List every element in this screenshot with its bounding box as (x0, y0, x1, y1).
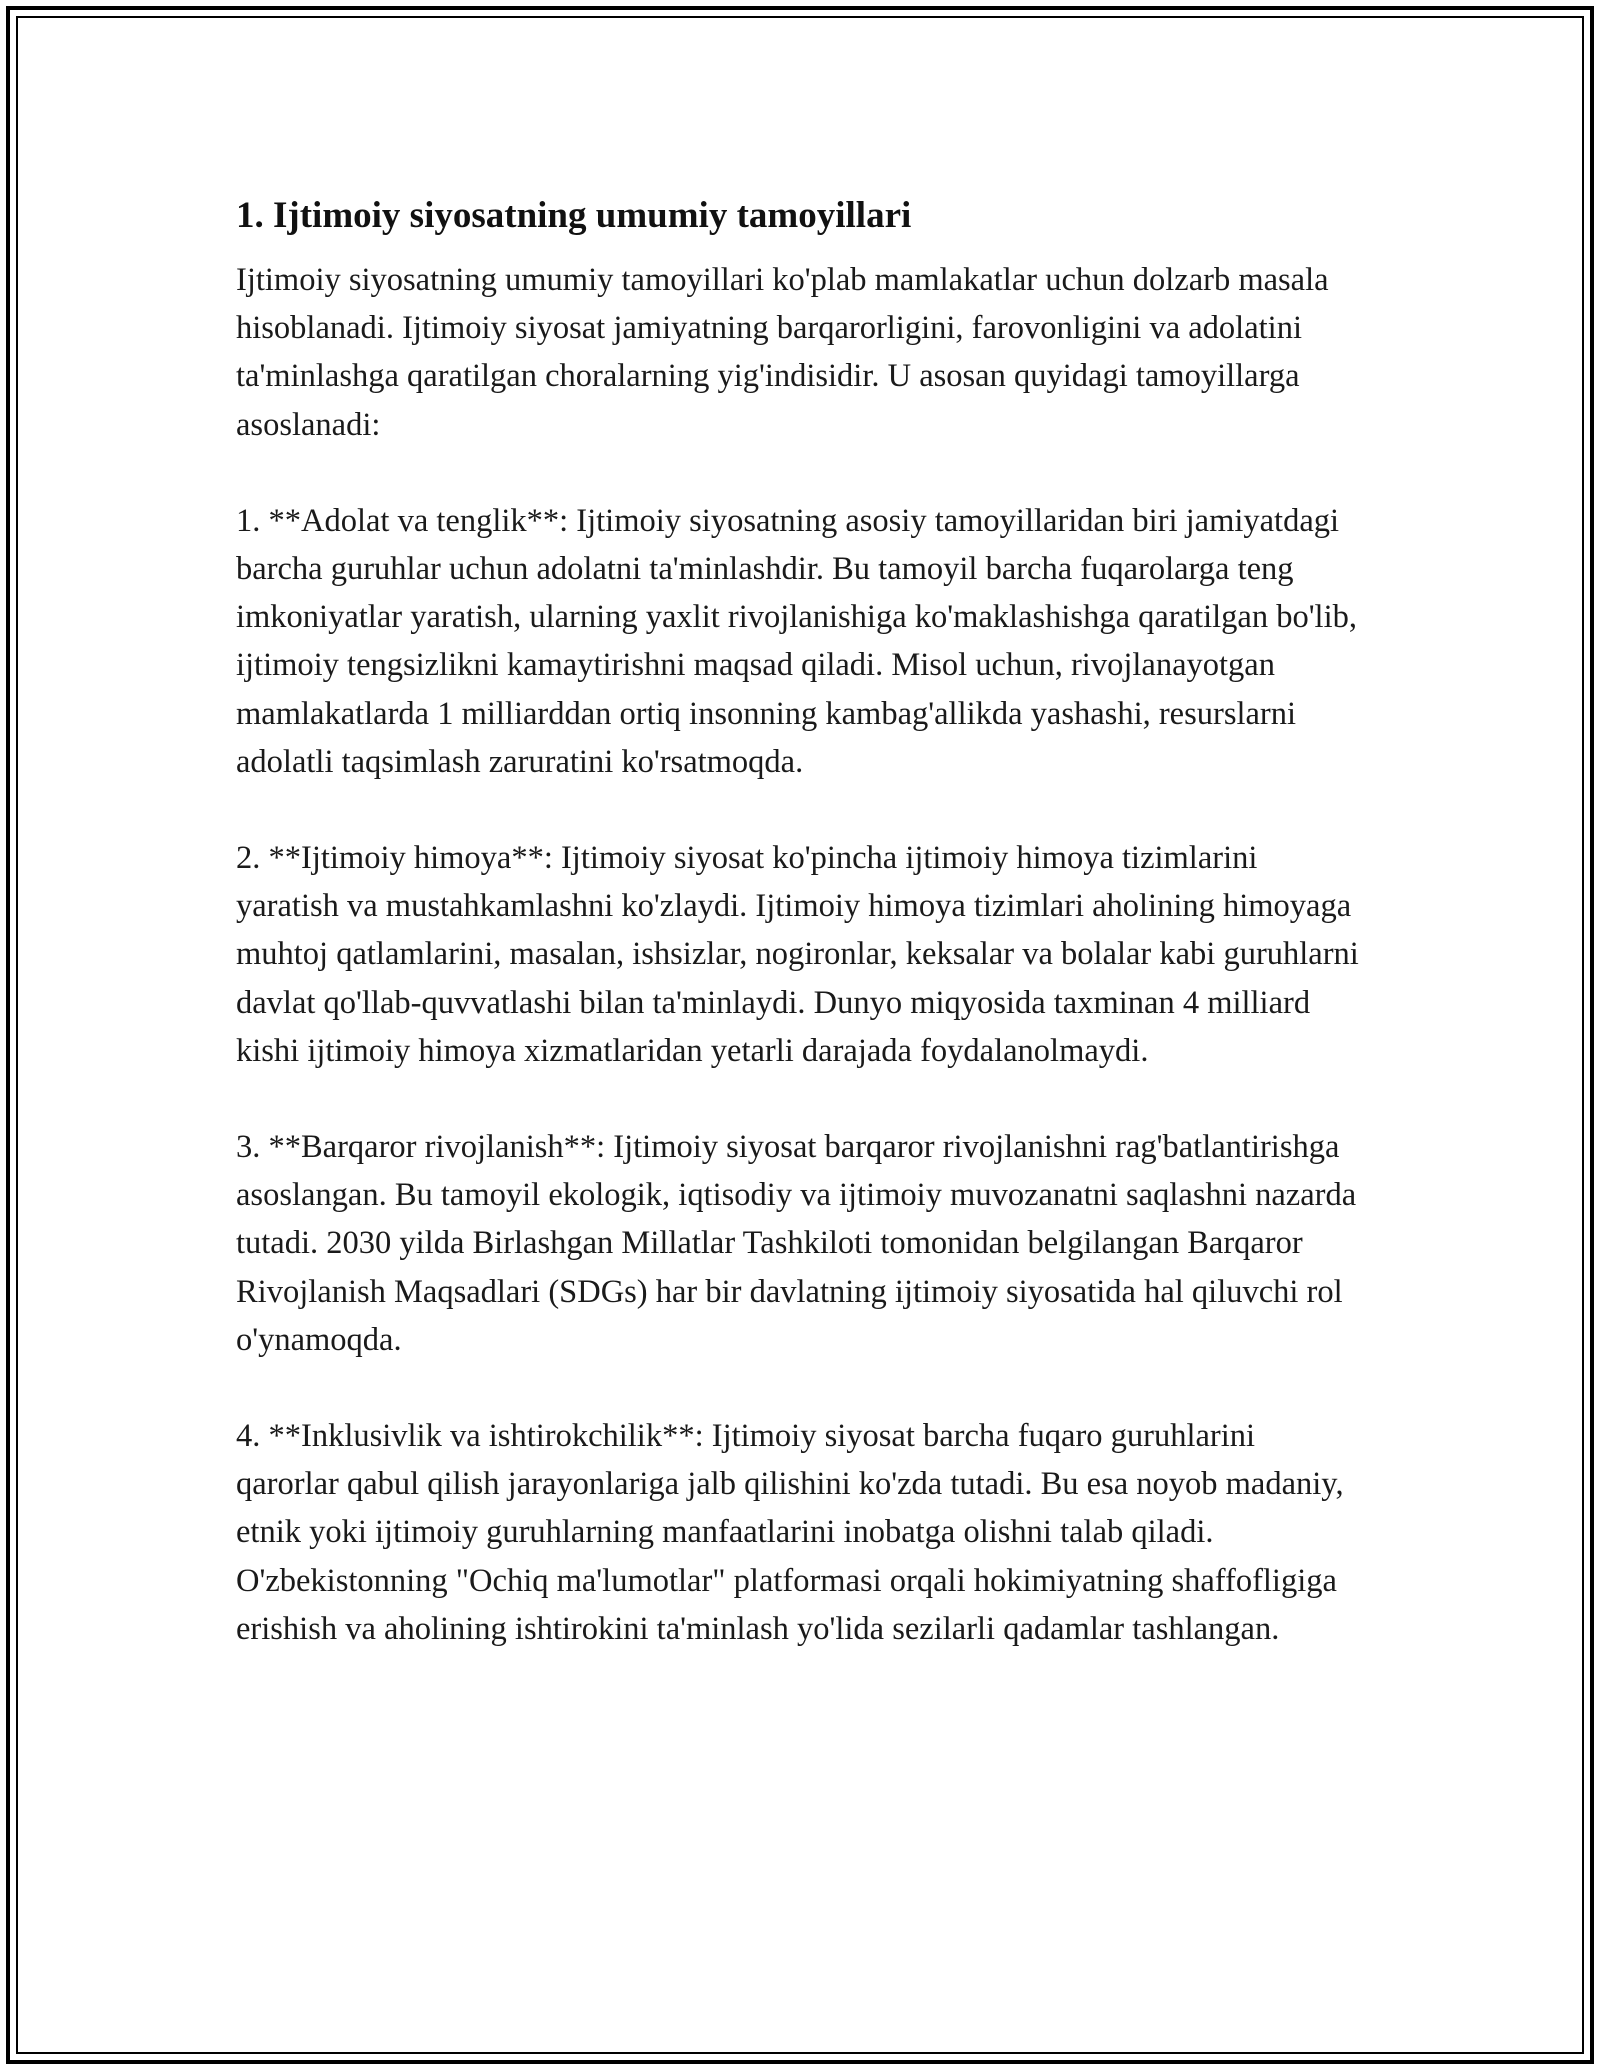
principle-paragraph-social-protection: 2. **Ijtimoiy himoya**: Ijtimoiy siyosat ko'pincha ijtimoiy himoya tizimlarini yaratish va mustahkamlashni ko'zlaydi. Ijtimoiy himoya tizimlari aholining himoyaga muhtoj qatlamlarini, masalan, ishsizlar, nogironlar, keksalar va bolalar kabi guruhlarni davlat qo'llab-quvvatlashi bilan ta'minlaydi. Dunyo miqyosida taxminan 4 milliard kishi ijtimoiy himoya xizmatlaridan yetarli darajada foydalanolmaydi. (236, 840, 1359, 1069)
section-heading: 1. Ijtimoiy siyosatning umumiy tamoyillari (236, 195, 912, 236)
document-body (236, 190, 1366, 1701)
principle-paragraph-sustainable-development: 3. **Barqaror rivojlanish**: Ijtimoiy siyosat barqaror rivojlanishni rag'batlantirishga asoslangan. Bu tamoyil ekologik, iqtisodiy va ijtimoiy muvozanatni saqlashni nazarda tutadi. 2030 yilda Birlashgan Millatlar Tashkiloti tomonidan belgilangan Barqaror Rivojlanish Maqsadlari (SDGs) har bir davlatning ijtimoiy siyosatida hal qiluvchi rol o'ynamoqda. (236, 1129, 1357, 1358)
principle-paragraph-inclusivity: 4. **Inklusivlik va ishtirokchilik**: Ijtimoiy siyosat barcha fuqaro guruhlarini qarorlar qabul qilish jarayonlariga jalb qilishini ko'zda tutadi. Bu esa noyob madaniy, etnik yoki ijtimoiy guruhlarning manfaatlarini inobatga olishni talab qiladi. O'zbekistonning "Ochiq ma'lumotlar" platformasi orqali hokimiyatning shaffofligiga erishish va aholining ishtirokini ta'minlash yo'lida sezilarli qadamlar tashlangan. (236, 1418, 1344, 1647)
principle-paragraph-fairness: 1. **Adolat va tenglik**: Ijtimoiy siyosatning asosiy tamoyillaridan biri jamiyatdagi barcha guruhlar uchun adolatni ta'minlashdir. Bu tamoyil barcha fuqarolarga teng imkoniyatlar yaratish, ularning yaxlit rivojlanishiga ko'maklashishga qaratilgan bo'lib, ijtimoiy tengsizlikni kamaytirishni maqsad qiladi. Misol uchun, rivojlanayotgan mamlakatlarda 1 milliarddan ortiq insonning kambag'allikda yashashi, resurslarni adolatli taqsimlash zaruratini ko'rsatmoqda. (236, 502, 1357, 780)
intro-paragraph: Ijtimoiy siyosatning umumiy tamoyillari ko'plab mamlakatlar uchun dolzarb masala hisoblanadi. Ijtimoiy siyosat jamiyatning barqarorligini, farovonligini va adolatini ta'minlashga qaratilgan choralarning yig'indisidir. U asosan quyidagi tamoyillarga asoslanadi: (236, 262, 1329, 443)
